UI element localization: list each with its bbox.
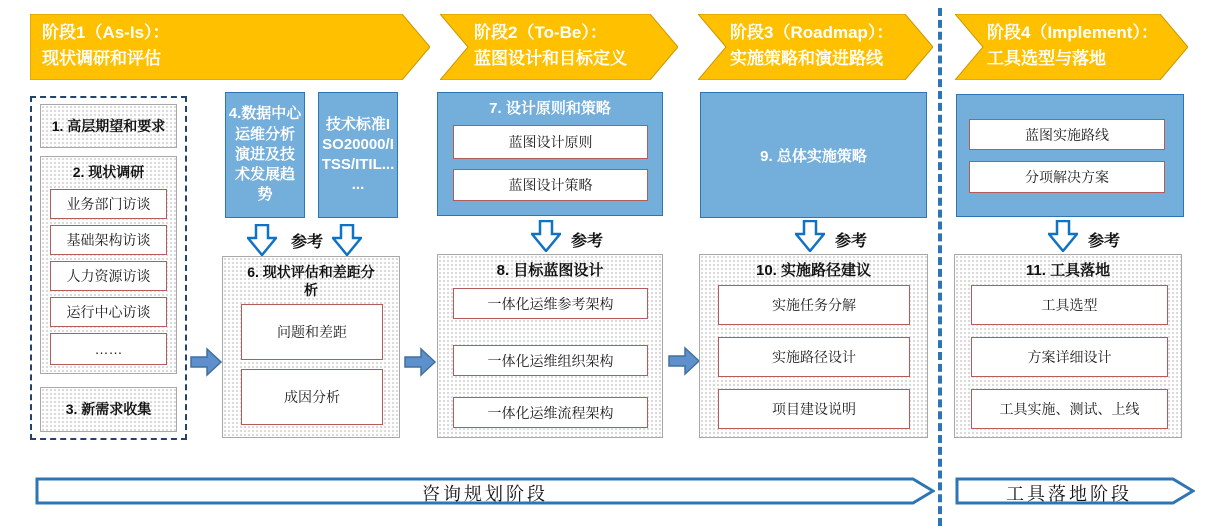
survey-item-infrastructure: 基础架构访谈 — [50, 225, 167, 255]
implementation-path-box — [699, 254, 928, 438]
flow-arrow-icon — [404, 347, 436, 377]
reference-label: 参考 — [291, 234, 324, 251]
path-item-path-design: 实施路径设计 — [718, 337, 910, 377]
survey-item-hr: 人力资源访谈 — [50, 261, 167, 291]
datacenter-trends-box: 4.数据中心运维分析演进及技术发展趋势 — [225, 92, 305, 218]
survey-item-business: 业务部门访谈 — [50, 189, 167, 219]
reference-label: 参考 — [835, 233, 868, 250]
tech-standards-box: 技术标准ISO20000/ITSS/ITIL... ... — [318, 92, 398, 218]
path-item-task-breakdown: 实施任务分解 — [718, 285, 910, 325]
phase-separator-line — [938, 8, 942, 526]
route-item-solution: 分项解决方案 — [969, 161, 1165, 193]
tool-item-detail-design: 方案详细设计 — [971, 337, 1168, 377]
reference-label: 参考 — [571, 233, 604, 250]
down-arrow-icon — [247, 224, 277, 256]
tool-landing-phase-label: 工具落地阶段 — [1006, 484, 1132, 504]
design-principles-box — [437, 92, 663, 216]
design-item-principles: 蓝图设计原则 — [453, 125, 648, 159]
phase-4-title — [987, 20, 1158, 73]
blueprint-item-process-arch: 一体化运维流程架构 — [453, 397, 648, 428]
gap-item-causes: 成因分析 — [241, 369, 383, 425]
phase-3-title — [730, 20, 893, 73]
flow-arrow-icon — [668, 346, 700, 376]
overall-strategy-box: 9. 总体实施策略 — [700, 92, 927, 218]
blueprint-item-reference-arch: 一体化运维参考架构 — [453, 288, 648, 319]
down-arrow-icon — [1048, 220, 1078, 252]
route-item-implementation-route: 蓝图实施路线 — [969, 119, 1165, 150]
down-arrow-icon — [332, 224, 362, 256]
flow-arrow-icon — [190, 347, 222, 377]
survey-item-operations: 运行中心访谈 — [50, 297, 167, 327]
blueprint-route-box — [956, 94, 1184, 217]
path-item-project-description: 项目建设说明 — [718, 389, 910, 429]
tool-item-implement-test-launch: 工具实施、测试、上线 — [971, 389, 1168, 429]
design-principles-title: 7. 设计原则和策略 — [489, 100, 611, 117]
survey-box — [40, 156, 177, 374]
reference-label: 参考 — [1088, 233, 1121, 250]
phase-4-title-line1: 阶段4（Implement）： — [987, 23, 1158, 42]
down-arrow-icon — [531, 220, 561, 252]
phase-1-title — [42, 20, 170, 73]
blueprint-design-title: 8. 目标蓝图设计 — [496, 262, 604, 279]
consulting-phase-label: 咨询规划阶段 — [422, 484, 548, 504]
assessment-gap-title: 6. 现状评估和差距分析 — [247, 264, 375, 299]
implementation-path-title: 10. 实施路径建议 — [755, 262, 872, 279]
phase-2-title-line2: 蓝图设计和目标定义 — [474, 49, 627, 69]
gap-item-problems: 问题和差距 — [241, 304, 383, 360]
down-arrow-icon — [795, 220, 825, 252]
phase-2-title — [474, 20, 627, 73]
tool-landing-title: 11. 工具落地 — [1025, 262, 1111, 279]
tool-item-selection: 工具选型 — [971, 285, 1168, 325]
phase-3-title-line1: 阶段3（Roadmap）： — [730, 23, 894, 42]
blueprint-design-box — [437, 254, 663, 438]
design-item-strategy: 蓝图设计策略 — [453, 169, 648, 201]
survey-item-more: …… — [50, 333, 167, 365]
phase-2-title-line1: 阶段2（To-Be）： — [474, 23, 607, 42]
new-requirements-box: 3. 新需求收集 — [40, 387, 177, 432]
phase-1-title-line2: 现状调研和评估 — [42, 49, 161, 69]
tool-landing-box — [954, 254, 1182, 438]
phase-4-title-line2: 工具选型与落地 — [987, 49, 1106, 69]
expectations-box: 1. 高层期望和要求 — [40, 104, 177, 148]
phase-1-title-line1: 阶段1（As-Is）： — [42, 23, 170, 42]
survey-box-title: 2. 现状调研 — [72, 164, 145, 180]
assessment-gap-box — [222, 256, 400, 438]
blueprint-item-org-arch: 一体化运维组织架构 — [453, 345, 648, 376]
phase-3-title-line2: 实施策略和演进路线 — [730, 49, 883, 69]
